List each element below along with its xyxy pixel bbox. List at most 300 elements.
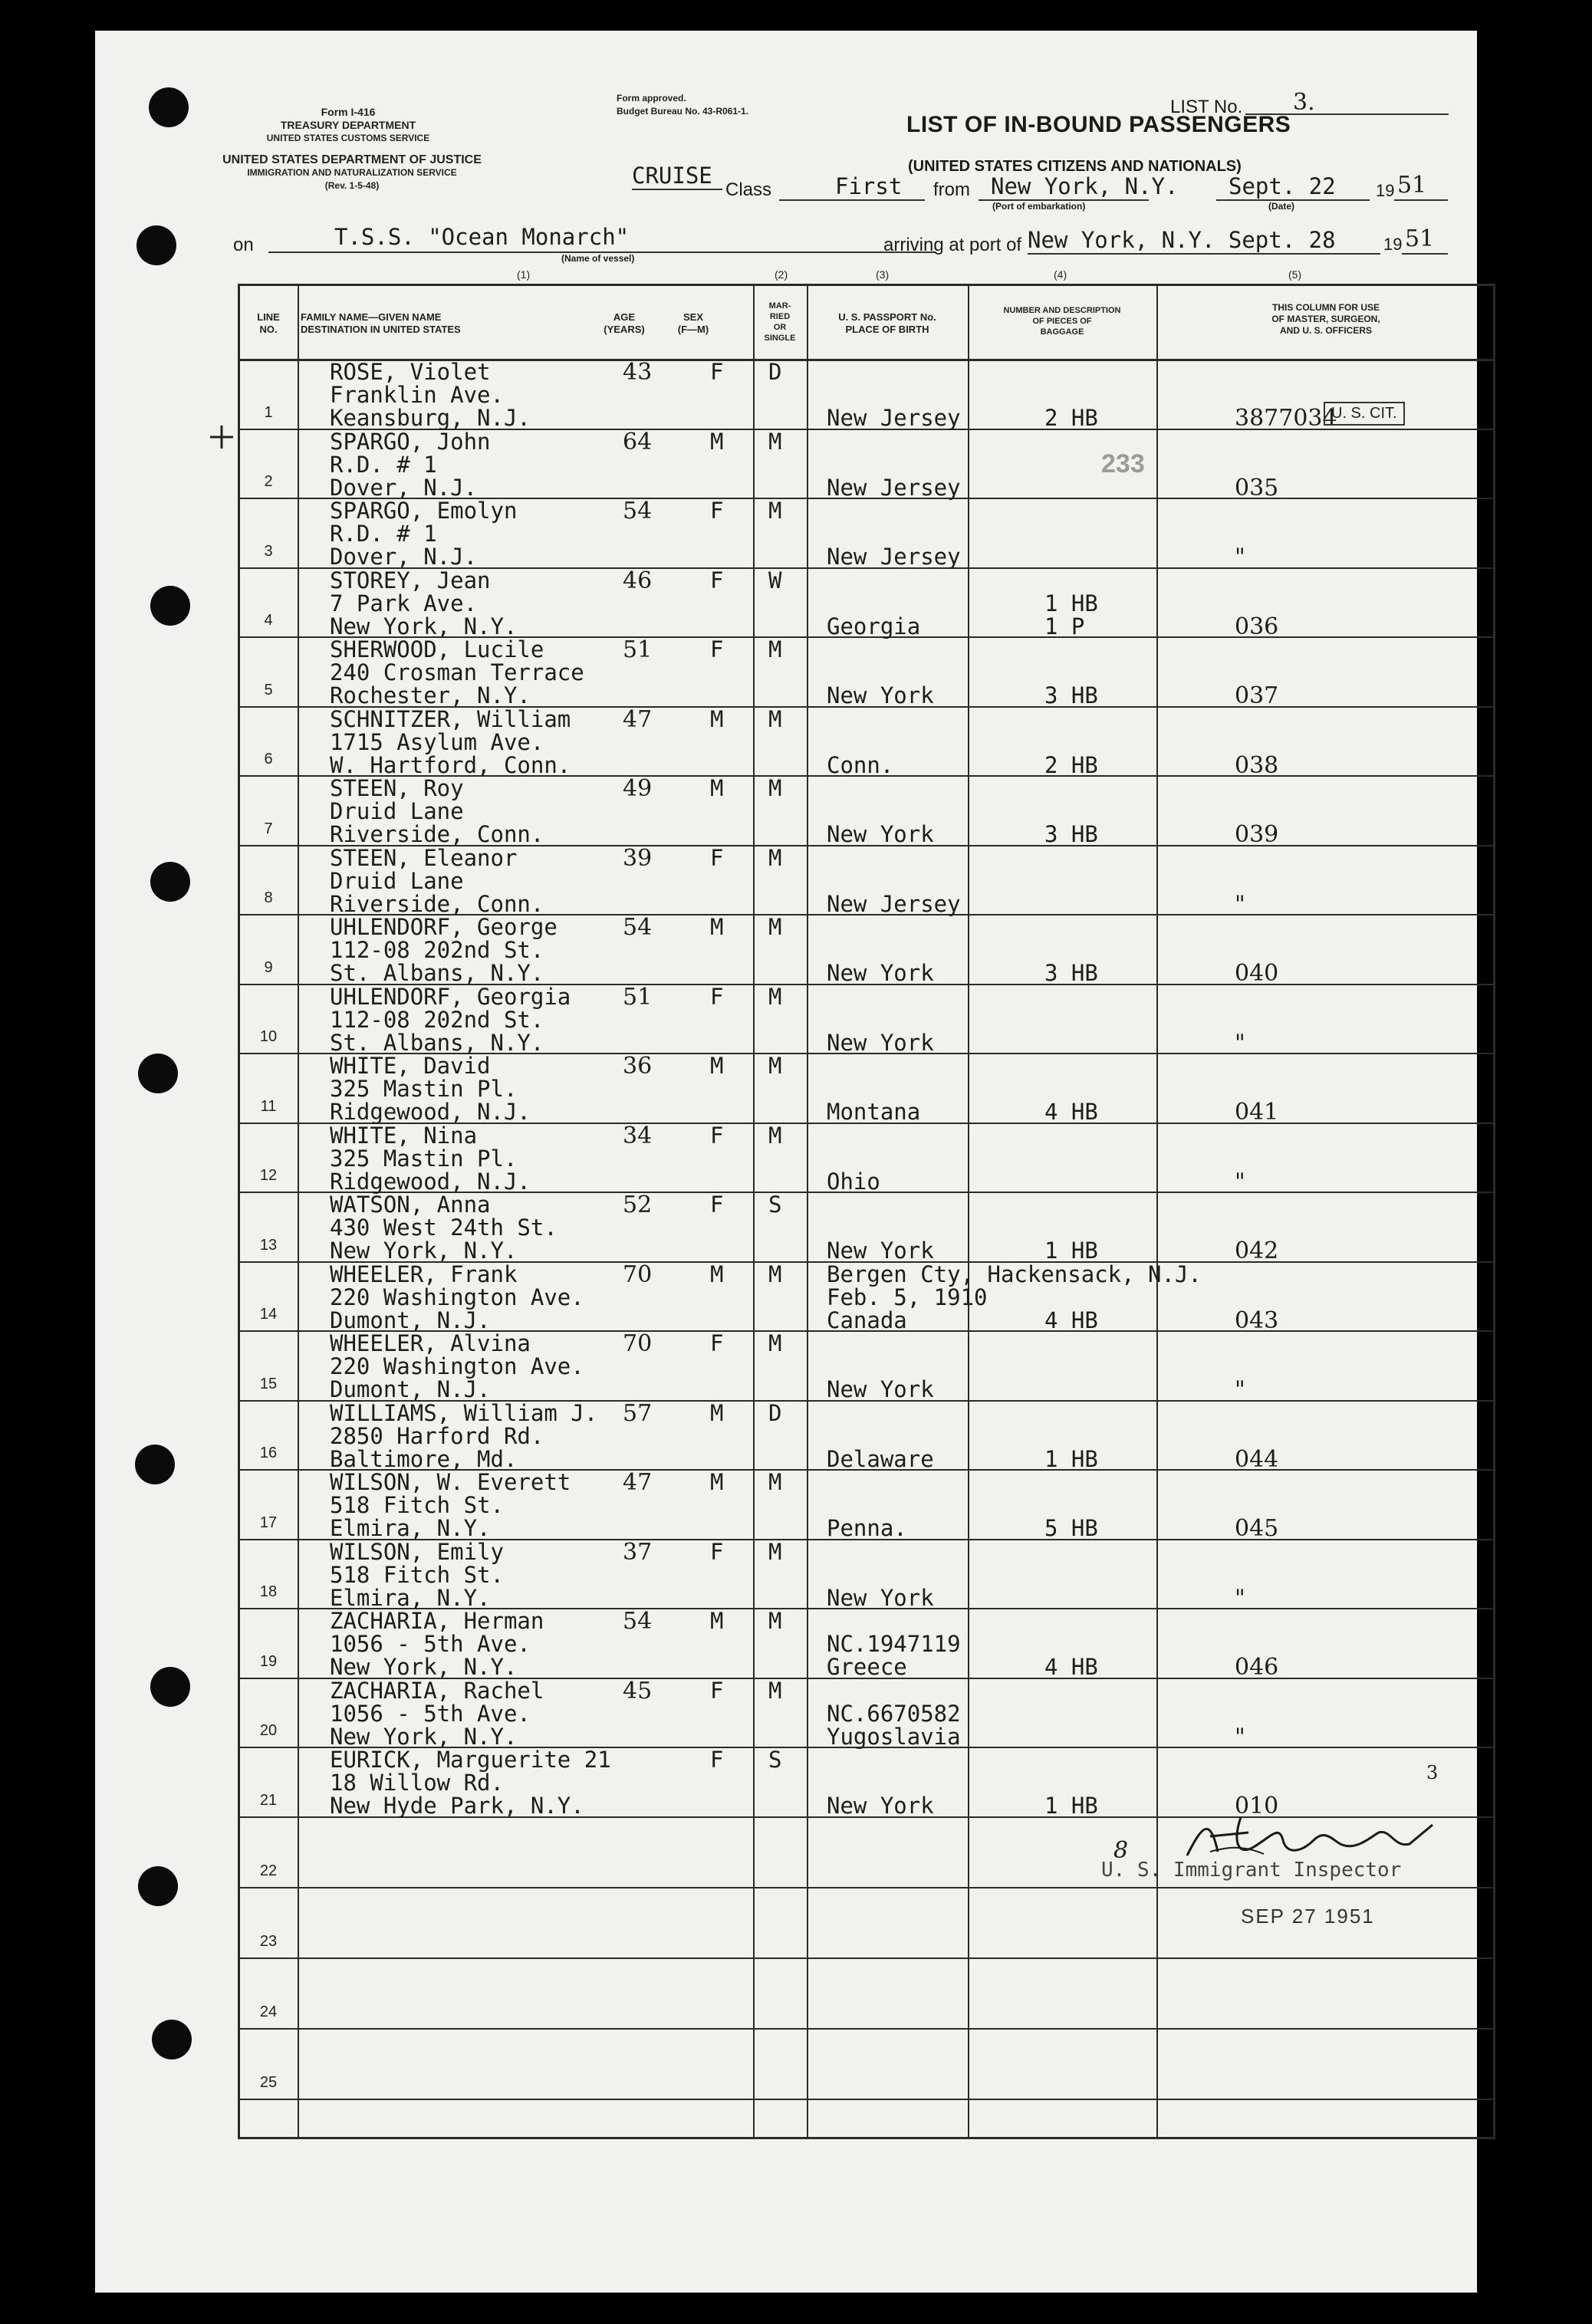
officer-note: 045 [1235,1515,1279,1542]
colnum-2: (2) [775,268,788,281]
place-of-birth: New Jersey [827,890,961,917]
passenger-marital-status: M [768,498,782,524]
passenger-marital-status: M [768,1122,782,1149]
table-row [95,985,1477,1055]
header-married: MAR- RIED OR SINGLE [764,301,796,343]
place-of-birth: New York [827,821,934,847]
passenger-address-1: Druid Lane [330,867,464,894]
arrival-year-prefix: 19 [1383,235,1403,254]
table-row [95,1748,1477,1818]
binder-hole [150,586,190,626]
passenger-marital-status: M [768,983,782,1010]
manifest-page [95,31,1477,2293]
passenger-marital-status: M [768,844,782,871]
officer-note: " [1235,1168,1245,1195]
passenger-age: 46 [623,567,653,594]
passenger-sex: F [710,359,724,385]
passenger-address-2: Dumont, N.J. [330,1376,491,1402]
passenger-address-1: 18 Willow Rd. [330,1770,504,1796]
passenger-age: 54 [623,914,653,941]
passenger-name: WILSON, Emily [330,1538,504,1565]
passenger-name: ZACHARIA, Rachel [330,1677,544,1704]
binder-hole [138,1866,178,1906]
from-value: New York, N.Y. [991,173,1179,199]
passenger-address-1: 240 Crosman Terrace [330,659,584,685]
passenger-sex: M [710,705,724,732]
officer-note: " [1235,1029,1245,1057]
table-row [95,1959,1477,2030]
table-row [95,1679,1477,1749]
passenger-address-1: 325 Mastin Pl. [330,1076,518,1102]
table-row [95,1332,1477,1402]
line-number: 5 [264,681,273,699]
passenger-marital-status: D [768,359,782,385]
note-3: 3 [1426,1762,1439,1783]
line-number: 22 [259,1862,278,1879]
passenger-marital-status: M [768,1330,782,1356]
on-label: on [233,235,254,255]
class-label: Class [725,179,772,200]
passenger-marital-status: M [768,428,782,455]
passenger-sex: F [710,1677,724,1704]
officer-note: " [1235,544,1245,570]
place-of-birth: Canada [827,1307,907,1333]
agency-2: IMMIGRATION AND NATURALIZATION SERVICE [247,167,457,178]
passenger-sex: F [710,1192,724,1218]
header-line-no: LINE NO. [257,311,280,335]
passenger-age: 37 [623,1538,653,1566]
binder-hole [152,2020,192,2059]
arriving-label: arriving at port of [883,235,1022,255]
passenger-sex: F [710,1330,724,1356]
line-number: 3 [264,542,273,560]
passenger-age: 45 [623,1677,653,1704]
passenger-address-2: New York, N.Y. [330,613,518,639]
baggage-line-2: 4 HB [1044,1099,1098,1125]
passenger-address-2: Ridgewood, N.J. [330,1099,531,1125]
class-value: First [835,173,903,199]
place-of-birth: Ohio [827,1168,880,1195]
vessel-caption: (Name of vessel) [561,253,635,264]
passenger-address-2: Elmira, N.Y. [330,1584,491,1611]
arrival-year-line [1402,253,1448,255]
cruise-label: CRUISE [632,163,712,189]
line-number: 10 [259,1028,278,1045]
baggage-line-2: 1 HB [1044,1445,1098,1472]
passenger-sex: F [710,983,724,1010]
officer-note: " [1235,1376,1245,1403]
baggage-line-2: 2 HB [1044,751,1098,778]
passenger-address-1: 112-08 202nd St. [330,1006,544,1033]
officer-note: " [1235,1723,1245,1750]
passenger-name: WILSON, W. Everett [330,1469,571,1495]
passenger-address-2: Elmira, N.Y. [330,1515,491,1541]
approval-block [617,92,748,118]
row-rule [238,2099,1495,2100]
passenger-address-2: New Hyde Park, N.Y. [330,1793,584,1819]
us-citizen-stamp: U. S. CIT. [1324,402,1405,426]
passenger-age: 54 [623,1608,653,1635]
passenger-sex: F [710,1122,724,1149]
binder-hole [150,862,190,902]
passenger-sex: F [710,498,724,524]
year-line [1394,199,1448,201]
place-of-birth: Greece [827,1654,907,1680]
passenger-name: SPARGO, Emolyn [330,498,518,524]
passenger-address-2: W. Hartford, Conn. [330,751,571,778]
passenger-age: 51 [623,983,653,1011]
passenger-age: 49 [623,775,653,802]
place-of-birth: New Jersey [827,405,961,431]
line-number: 8 [264,889,273,906]
officer-note: 044 [1235,1445,1279,1473]
line-number: 9 [264,958,273,976]
passenger-address-1: 112-08 202nd St. [330,937,544,963]
list-no-value: 3. [1293,89,1315,116]
passenger-marital-status: D [768,1399,782,1426]
from-caption: (Port of embarkation) [992,201,1086,212]
passenger-name: WHEELER, Alvina [330,1330,531,1356]
passenger-sex: M [710,428,724,455]
line-number: 21 [259,1791,278,1809]
passenger-sex: F [710,567,724,593]
number-233-stamp: 233 [1101,449,1145,478]
binder-hole [137,225,176,265]
header-age: AGE (YEARS) [604,311,645,335]
place-of-birth: New York [827,1029,934,1056]
baggage-line-2: 1 HB [1044,1793,1098,1819]
passenger-name: SHERWOOD, Lucile [330,636,544,662]
form-id: Form I-416 [321,106,376,118]
passenger-address-1: 1056 - 5th Ave. [330,1700,531,1727]
table-row [95,1263,1477,1333]
passenger-marital-status: M [768,775,782,801]
passenger-sex: F [710,1747,724,1773]
officer-note: 041 [1235,1099,1279,1126]
agency-block [233,106,463,145]
officer-note: 040 [1235,960,1279,987]
table-row [95,1471,1477,1540]
binder-hole [149,87,189,127]
table-row [95,1540,1477,1610]
passenger-address-2: Dumont, N.J. [330,1307,491,1333]
place-of-birth: Montana [827,1099,921,1125]
passenger-sex: F [710,844,724,871]
passenger-name: WHITE, Nina [330,1122,478,1149]
passenger-name: UHLENDORF, Georgia [330,983,571,1010]
officer-note: 3877034 [1235,405,1337,432]
officer-note: " [1235,890,1245,918]
passenger-address-2: New York, N.Y. [330,1238,518,1264]
place-of-birth: Conn. [827,751,894,778]
line-number: 16 [259,1445,278,1461]
passenger-marital-status: M [768,914,782,940]
colnum-3: (3) [876,268,890,281]
baggage-line-2: 5 HB [1044,1515,1098,1541]
officer-note: 010 [1235,1793,1279,1819]
place-of-birth: New York [827,1238,934,1264]
passenger-name: STEEN, Eleanor [330,844,518,871]
passenger-address-1: 1056 - 5th Ave. [330,1631,531,1657]
revision: (Rev. 1-5-48) [324,180,380,191]
table-row [95,499,1477,569]
place-of-birth: New York [827,1793,934,1819]
passenger-age: 47 [623,705,653,733]
passenger-name: UHLENDORF, George [330,914,558,940]
note-8: 8 [1113,1837,1129,1864]
passenger-sex: M [710,1608,724,1634]
header-baggage: NUMBER AND DESCRIPTION OF PIECES OF BAGGAGE [1003,306,1121,337]
place-of-birth: Delaware [827,1445,934,1472]
passenger-address-2: New York, N.Y. [330,1654,518,1680]
colnum-4: (4) [1054,268,1067,281]
passenger-address-1: 1715 Asylum Ave. [330,728,544,755]
officer-note: 046 [1235,1654,1279,1681]
table-row [95,569,1477,639]
passenger-address-2: Dover, N.J. [330,544,478,570]
table-row [95,2030,1477,2100]
baggage-line-2: 4 HB [1044,1307,1098,1333]
place-of-birth: Penna. [827,1515,907,1541]
table-row [95,705,1477,779]
table-row [95,846,1477,916]
passenger-age: 70 [623,1330,653,1357]
date-value: Sept. 22 [1229,173,1336,199]
passenger-name: SPARGO, John [330,428,491,455]
header-officers: THIS COLUMN FOR USE OF MASTER, SURGEON, AND U. S. OFFICERS [1271,302,1380,336]
baggage-line-2: 3 HB [1044,682,1098,708]
place-of-birth: New York [827,960,934,986]
passenger-age: 57 [623,1399,653,1427]
baggage-line-2: 3 HB [1044,821,1098,847]
officer-note: " [1235,1584,1245,1612]
binder-hole [138,1054,178,1093]
baggage-line-2: 1 P [1044,613,1085,639]
passenger-address-2: Dover, N.J. [330,474,478,501]
line-number: 13 [259,1236,278,1254]
passenger-age: 47 [623,1469,653,1496]
passport-number: NC.1947119 [827,1631,961,1657]
passenger-address-1: 220 Washington Ave. [330,1353,584,1379]
passenger-name: ROSE, Violet [330,359,491,385]
passenger-address-2: New York, N.Y. [330,1723,518,1750]
agency-block-2 [195,153,509,192]
agency-top-2: UNITED STATES CUSTOMS SERVICE [266,133,430,143]
passenger-marital-status: M [768,1538,782,1565]
passenger-sex: M [710,1053,724,1079]
passenger-address-2: Riverside, Conn. [330,821,544,847]
passenger-sex: F [710,1538,724,1565]
passenger-age: 64 [623,428,653,455]
passenger-address-2: St. Albans, N.Y. [330,1029,544,1056]
line-number: 7 [264,820,273,837]
year-prefix: 19 [1376,181,1395,200]
line-number: 11 [260,1097,277,1115]
passenger-address-1: 220 Washington Ave. [330,1284,584,1310]
arrival-value: New York, N.Y. Sept. 28 [1028,227,1336,253]
officer-note: 038 [1235,751,1279,779]
colnum-5: (5) [1288,268,1302,281]
table-row [95,777,1477,846]
table-row [95,1609,1477,1679]
passenger-address-2: Riverside, Conn. [330,890,544,917]
passenger-address-1: R.D. # 1 [330,451,437,478]
passenger-address-1: 430 West 24th St. [330,1215,558,1241]
passenger-age: 34 [623,1122,653,1149]
passenger-address-2: Baltimore, Md. [330,1445,518,1472]
page-subtitle: (UNITED STATES CITIZENS AND NATIONALS) [908,158,1242,175]
margin-check-marks [202,399,302,1871]
officer-note: 042 [1235,1238,1279,1264]
passenger-address-1: 518 Fitch St. [330,1492,504,1518]
year-value: 51 [1397,172,1427,199]
baggage-line-2: 3 HB [1044,960,1098,986]
line-number: 15 [259,1375,278,1392]
passenger-marital-status: M [768,1469,782,1495]
passenger-address-1: Franklin Ave. [330,382,504,408]
class-line [779,199,925,201]
line-number: 1 [264,403,273,421]
officer-note: 035 [1235,474,1279,501]
approval-2: Budget Bureau No. 43-R061-1. [617,106,749,117]
table-row [95,1399,1477,1473]
passenger-marital-status: S [768,1192,782,1218]
vessel-name: T.S.S. "Ocean Monarch" [334,224,630,250]
line-number: 14 [259,1306,278,1323]
officer-note: 036 [1235,613,1279,640]
passenger-name: ZACHARIA, Herman [330,1608,544,1634]
passenger-address-2: Rochester, N.Y. [330,682,531,708]
binder-hole [150,1667,190,1707]
arrival-line [1028,253,1380,255]
place-of-birth: New York [827,1376,934,1402]
passenger-sex: M [710,914,724,940]
passenger-marital-status: M [768,1261,782,1287]
baggage-line-1: 1 HB [1044,590,1098,616]
passenger-name: WHITE, David [330,1053,491,1079]
passenger-name: WILLIAMS, William J. [330,1399,598,1426]
table-row [95,1054,1477,1124]
passenger-address-1: 518 Fitch St. [330,1561,504,1588]
page-title: LIST OF IN-BOUND PASSENGERS [906,112,1291,137]
line-number: 12 [259,1167,278,1184]
place-of-birth: New York [827,682,934,708]
passport-extra: Feb. 5, 1910 [827,1284,988,1310]
passenger-age: 39 [623,844,653,872]
place-of-birth: Georgia [827,613,921,639]
passenger-address-1: R.D. # 1 [330,521,437,547]
passenger-sex: M [710,1469,724,1495]
passenger-name: WHEELER, Frank [330,1261,518,1287]
line-number: 17 [259,1514,278,1531]
passenger-name: EURICK, Marguerite 21 [330,1747,611,1773]
place-of-birth: New Jersey [827,474,961,501]
cruise-underline [632,189,722,190]
line-number: 19 [259,1652,278,1670]
officer-note: 039 [1235,821,1279,848]
table-row [95,430,1477,500]
line-number: 23 [259,1932,278,1950]
line-number: 20 [259,1722,278,1739]
passenger-marital-status: M [768,705,782,732]
binder-hole [135,1445,175,1484]
baggage-line-2: 4 HB [1044,1654,1098,1680]
table-row [95,1124,1477,1194]
table-row [95,638,1477,708]
passenger-marital-status: M [768,1608,782,1634]
officer-note: 037 [1235,682,1279,709]
from-label: from [933,179,970,200]
passport-number: NC.6670582 [827,1700,961,1727]
baggage-line-2: 1 HB [1044,1238,1098,1264]
colnum-1: (1) [517,268,531,281]
passenger-marital-status: M [768,1677,782,1704]
header-sex: SEX (F—M) [677,311,709,335]
passenger-age: 54 [623,498,653,524]
passenger-age: 52 [623,1192,653,1218]
passenger-address-1: Druid Lane [330,798,464,824]
passenger-age: 43 [623,359,653,386]
line-number: 2 [264,473,273,490]
passenger-marital-status: S [768,1747,782,1773]
baggage-line-2: 2 HB [1044,405,1098,431]
passenger-address-2: St. Albans, N.Y. [330,960,544,986]
passenger-address-1: 325 Mastin Pl. [330,1145,518,1172]
line-number: 25 [259,2073,278,2091]
place-of-birth: New York [827,1584,934,1611]
passenger-sex: M [710,1399,724,1426]
passenger-address-1: 2850 Harford Rd. [330,1422,544,1449]
officer-note: 043 [1235,1307,1279,1334]
table-row [95,915,1477,985]
table-row [95,360,1477,430]
passenger-sex: F [710,636,724,662]
header-passport: U. S. PASSPORT No. PLACE OF BIRTH [838,311,936,335]
passenger-name: STOREY, Jean [330,567,491,593]
place-of-birth: Yugoslavia [827,1723,961,1750]
passenger-age: 36 [623,1053,653,1080]
line-number: 24 [259,2003,278,2020]
date-caption: (Date) [1268,201,1295,212]
passenger-name: SCHNITZER, William [330,705,571,732]
passenger-marital-status: M [768,1053,782,1079]
line-number: 4 [264,612,273,629]
place-of-birth: New Jersey [827,544,961,570]
passenger-age: 70 [623,1261,653,1288]
passenger-address-1: 7 Park Ave. [330,590,478,616]
inspector-title: U. S. Immigrant Inspector [1101,1859,1402,1882]
passenger-age: 51 [623,636,653,663]
passenger-sex: M [710,1261,724,1287]
agency-1: UNITED STATES DEPARTMENT OF JUSTICE [222,153,482,166]
passenger-marital-status: M [768,636,782,662]
passenger-address-2: Ridgewood, N.J. [330,1168,531,1195]
header-family-name: FAMILY NAME—GIVEN NAME DESTINATION IN UNITED STATES [301,311,461,335]
table-row [95,1193,1477,1263]
passenger-name: STEEN, Roy [330,775,464,801]
list-no-label: LIST No. [1170,97,1243,117]
line-number: 6 [264,751,273,768]
line-number: 18 [259,1583,278,1600]
passport-number: Bergen Cty, Hackensack, N.J. [827,1261,1202,1287]
passenger-marital-status: W [768,567,782,593]
approval-1: Form approved. [617,93,686,104]
agency-top-1: TREASURY DEPARTMENT [280,119,416,131]
arrival-year: 51 [1405,225,1435,252]
date-stamp: SEP 27 1951 [1241,1905,1375,1928]
passenger-name: WATSON, Anna [330,1192,491,1218]
passenger-address-2: Keansburg, N.J. [330,405,531,431]
